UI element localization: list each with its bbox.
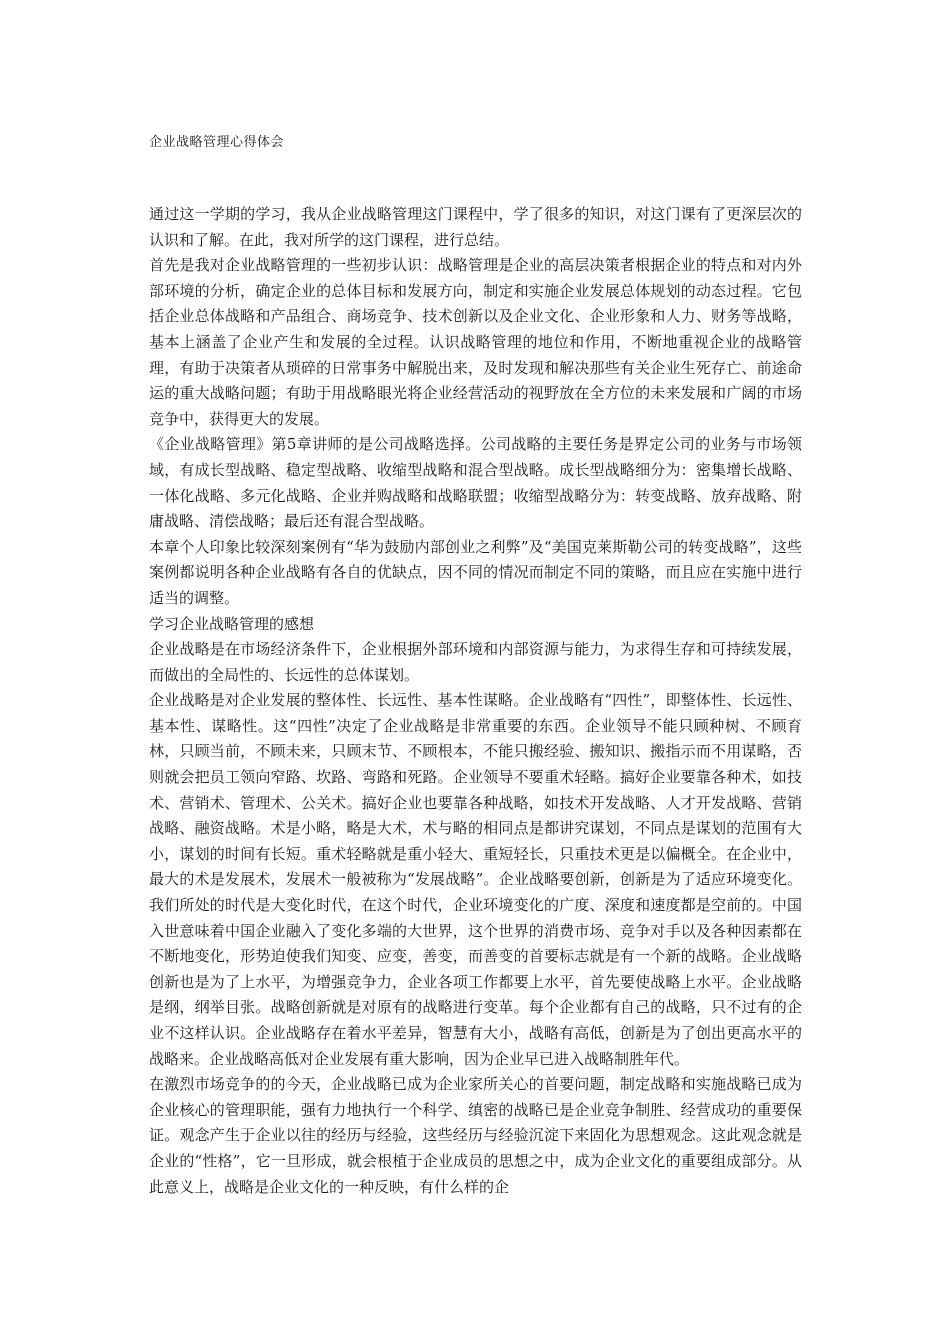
paragraph-chapter-5: 《企业战略管理》第5章讲师的是公司战略选择。公司战略的主要任务是界定公司的业务与市场领域，有成长型战略、稳定型战略、收缩型战略和混合型战略。成长型战略细分为：密集增长战略、一体化战略、多元化战略、企业并购战略和战略联盟；收缩型战略分为：转变战略、放弃战略、附庸战略、清偿战略；最后还有混合型战略。 (149, 435, 802, 531)
paragraph-section-heading: 学习企业战略管理的感想 (149, 614, 315, 633)
paragraph-initial-understanding: 首先是我对企业战略管理的一些初步认识：战略管理是企业的高层决策者根据企业的特点和对内外部环境的分析，确定企业的总体目标和发展方向，制定和实施企业发展总体规划的动态过程。它包括企业总体战略和产品组合、商场竞争、技术创新以及企业文化、企业形象和人力、财务等战略，基本上涵盖了企业产生和发展的全过程。认识战略管理的地位和作用，不断地重视企业的战略管理，有助于决策者从琐碎的日常事务中解脱出来，及时发现和解决那些有关企业生死存亡、前途命运的重大战略问题；有助于用战略眼光将企业经营活动的视野放在全方位的未来发展和广阔的市场竞争中，获得更大的发展。 (149, 256, 802, 428)
paragraph-four-characteristics: 企业战略是对企业发展的整体性、长远性、基本性谋略。企业战略有“四性”，即整体性、长远性、基本性、谋略性。这“四性”决定了企业战略是非常重要的东西。企业领导不能只顾种树、不顾育林，只顾当前，不顾未来，只顾末节、不顾根本，不能只搬经验、搬知识、搬指示而不用谋略，否则就会把员工领向窄路、坎路、弯路和死路。企业领导不要重术轻略。搞好企业要靠各种术，如技术、营销术、管理术、公关术。搞好企业也要靠各种战略，如技术开发战略、人才开发战略、营销战略、融资战略。术是小略，略是大术，术与略的相同点是都讲究谋划，不同点是谋划的范围有大小，谋划的时间有长短。重术轻略就是重小轻大、重短轻长，只重技术更是以偏概全。在企业中，最大的术是发展术，发展术一般被称为“发展战略”。企业战略要创新，创新是为了适应环境变化。我们所处的时代是大变化时代，在这个时代，企业环境变化的广度、深度和速度都是空前的。中国入世意味着中国企业融入了变化多端的大世界，这个世界的消费市场、竞争对手以及各种因素都在不断地变化，形势迫使我们知变、应变，善变，而善变的首要标志就是有一个新的战略。企业战略创新也是为了上水平，为增强竞争力，企业各项工作都要上水平，首先要使战略上水平。企业战略是纲，纲举目张。战略创新就是对原有的战略进行变革。每个企业都有自己的战略，只不过有的企业不这样认识。企业战略存在着水平差异，智慧有大小，战略有高低，创新是为了创出更高水平的战略来。企业战略高低对企业发展有重大影响，因为企业早已进入战略制胜年代。 (149, 691, 802, 1068)
paragraph-intro: 通过这一学期的学习，我从企业战略管理这门课程中，学了很多的知识，对这门课有了更深层次的认识和了解。在此，我对所学的这门课程，进行总结。 (149, 205, 802, 249)
document-body (149, 202, 802, 1200)
paragraph-strategy-definition: 企业战略是在市场经济条件下，企业根据外部环境和内部资源与能力，为求得生存和可持续发展，而做出的全局性的、长远性的总体谋划。 (149, 640, 802, 684)
document-title: 企业战略管理心得体会 (149, 135, 285, 150)
paragraph-market-competition: 在激烈市场竞争的的今天，企业战略已成为企业家所关心的首要问题，制定战略和实施战略已成为企业核心的管理职能，强有力地执行一个科学、缜密的战略已是企业竞争制胜、经营成功的重要保证。观念产生于企业以往的经历与经验，这些经历与经验沉淀下来固化为思想观念。这此观念就是企业的“性格”，它一旦形成，就会根植于企业成员的思想之中，成为企业文化的重要组成部分。从此意义上，战略是企业文化的一种反映，有什么样的企 (149, 1075, 802, 1196)
paragraph-case-studies: 本章个人印象比较深刻案例有“华为鼓励内部创业之利弊”及“美国克莱斯勒公司的转变战略”，这些案例都说明各种企业战略有各自的优缺点，因不同的情况而制定不同的策略，而且应在实施中进行适当的调整。 (149, 537, 802, 607)
